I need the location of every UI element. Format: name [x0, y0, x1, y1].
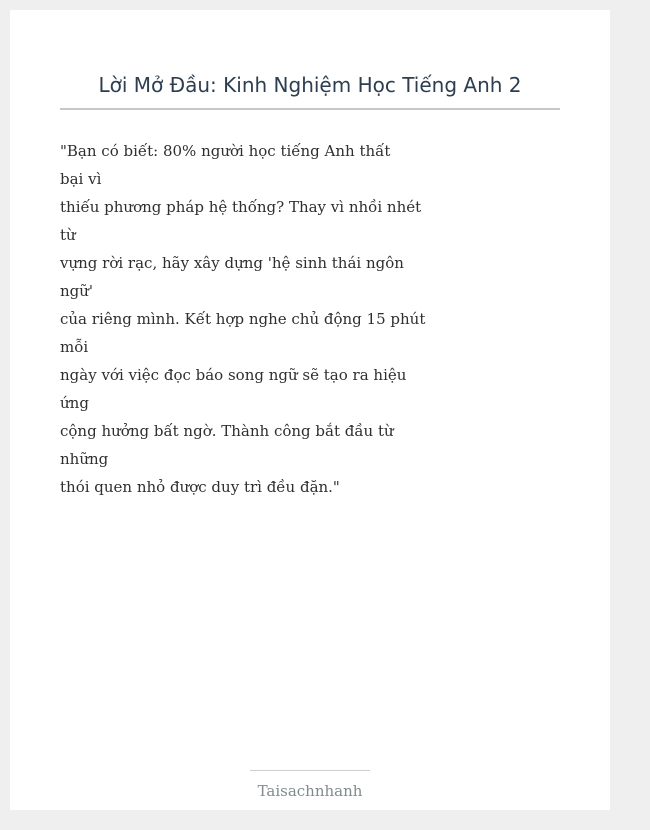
document-body: [60, 137, 426, 501]
body-line: thiếu phương pháp hệ thống? Thay vì nhồi nhét: [60, 198, 422, 216]
body-line: của riêng mình. Kết hợp nghe chủ động 15 phút: [60, 310, 426, 328]
body-line: ngày với việc đọc báo song ngữ sẽ tạo ra hiệu: [60, 366, 407, 384]
body-line: ứng: [60, 394, 89, 412]
footer-divider: [250, 770, 370, 771]
document-page: [10, 10, 610, 810]
body-line: "Bạn có biết: 80% người học tiếng Anh thất: [60, 142, 391, 160]
body-line: cộng hưởng bất ngờ. Thành công bắt đầu từ: [60, 422, 394, 440]
body-line: từ: [60, 226, 76, 244]
footer-brand: Taisachnhanh: [257, 782, 363, 800]
body-line: mỗi: [60, 338, 89, 356]
body-line: ngữ': [60, 282, 94, 300]
body-line: thói quen nhỏ được duy trì đều đặn.": [60, 478, 340, 496]
body-line: những: [60, 450, 109, 468]
document-title: Lời Mở Đầu: Kinh Nghiệm Học Tiếng Anh 2: [98, 73, 522, 97]
title-divider: [60, 108, 560, 110]
body-line: bại vì: [60, 170, 102, 188]
body-line: vựng rời rạc, hãy xây dựng 'hệ sinh thái ngôn: [60, 254, 404, 272]
